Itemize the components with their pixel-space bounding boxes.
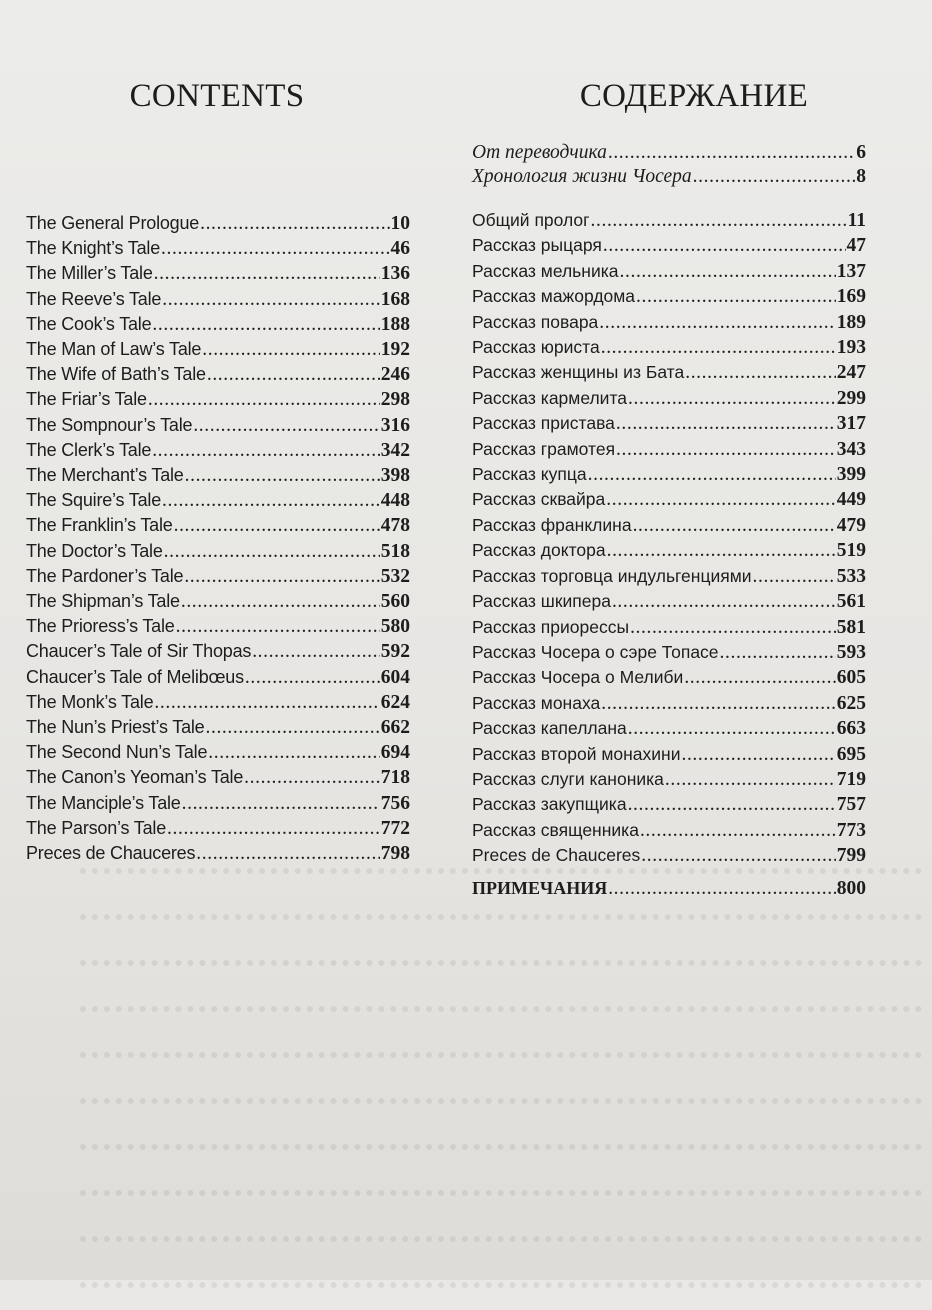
- entry-page: 663: [836, 718, 866, 740]
- leader-dots: [628, 717, 836, 741]
- toc-entry: [472, 665, 866, 690]
- toc-entry: [26, 312, 410, 337]
- entry-title: Рассказ пристава: [472, 413, 615, 434]
- toc-entry: [472, 640, 866, 665]
- toc-entry: [472, 335, 866, 360]
- toc-entry: [26, 564, 410, 589]
- entry-page: 757: [836, 794, 866, 816]
- entry-title: Рассказ доктора: [472, 540, 606, 561]
- leader-dots: [665, 768, 836, 792]
- entry-page: 192: [380, 339, 410, 361]
- toc-entry: [26, 438, 410, 463]
- toc-entry: [26, 841, 410, 866]
- toc-entry: [26, 816, 410, 841]
- entry-title: Рассказ мажордома: [472, 286, 636, 307]
- entry-title: Общий пролог: [472, 210, 590, 230]
- entry-page: 718: [380, 767, 410, 789]
- toc-entry: [472, 538, 866, 563]
- toc-entry: [26, 791, 410, 816]
- entry-page: 247: [836, 362, 866, 384]
- contents-heading: CONTENTS: [129, 78, 305, 114]
- leader-dots: [182, 792, 380, 816]
- leader-dots: [620, 260, 836, 284]
- toc-entry: [26, 765, 410, 790]
- toc-entry: [26, 413, 410, 438]
- toc-entry: [472, 818, 866, 843]
- leader-dots: [641, 844, 835, 868]
- entry-page: 719: [836, 768, 866, 790]
- toc-entry: [26, 463, 410, 488]
- bleed-through-text: [0, 850, 932, 1280]
- entry-title: Рассказ юриста: [472, 337, 600, 358]
- leader-dots: [207, 363, 380, 387]
- entry-title: Preces de Chauceres: [26, 843, 196, 864]
- leader-dots: [753, 565, 836, 589]
- toc-entry: [26, 488, 410, 513]
- entry-title: The Parson’s Tale: [26, 817, 167, 838]
- entry-title: The Man of Law’s Tale: [26, 339, 202, 360]
- toc-entry: [472, 437, 866, 462]
- toc-entry: [472, 310, 866, 335]
- toc-entry: [26, 740, 410, 765]
- entry-page: 800: [836, 878, 866, 899]
- entry-title: ПРИМЕЧАНИЯ: [472, 878, 608, 898]
- toc-entry: [472, 233, 866, 258]
- toc-entry: [472, 716, 866, 741]
- leader-dots: [633, 514, 836, 538]
- toc-entry: [26, 614, 410, 639]
- toc-entry: [26, 539, 410, 564]
- entry-title: The Sompnour’s Tale: [26, 414, 193, 435]
- leader-dots: [167, 817, 380, 841]
- entry-title: Рассказ слуги каноника: [472, 768, 664, 789]
- entry-title: The Clerk’s Tale: [26, 439, 152, 460]
- leader-dots: [244, 766, 380, 790]
- entry-page: 533: [836, 565, 866, 587]
- entry-page: 343: [836, 438, 866, 460]
- entry-page: 316: [380, 414, 410, 436]
- entry-page: 193: [836, 337, 866, 359]
- toc-entry: [472, 767, 866, 792]
- entry-title: Рассказ франклина: [472, 514, 632, 535]
- leader-dots: [588, 463, 836, 487]
- leader-dots: [636, 285, 836, 309]
- entry-title: Рассказ рыцаря: [472, 235, 602, 256]
- entry-page: 519: [836, 540, 866, 562]
- entry-title: The Monk’s Tale: [26, 691, 154, 712]
- leader-dots: [152, 313, 379, 337]
- leader-dots: [185, 464, 380, 488]
- leader-dots: [200, 212, 389, 236]
- toc-entry: [472, 141, 866, 165]
- entry-title: The Knight’s Tale: [26, 238, 161, 259]
- leader-dots: [608, 141, 855, 165]
- entry-page: 342: [380, 439, 410, 461]
- entry-title: Рассказ мельника: [472, 260, 619, 281]
- entry-title: The Wife of Bath’s Tale: [26, 364, 206, 385]
- leader-dots: [606, 488, 835, 512]
- leader-dots: [616, 412, 836, 436]
- notes-entry-list: [472, 876, 866, 901]
- toc-entry: [26, 236, 410, 261]
- entry-page: 449: [836, 489, 866, 511]
- entry-title: Рассказ приорессы: [472, 616, 630, 637]
- toc-entry: [472, 513, 866, 538]
- toc-entry: [26, 362, 410, 387]
- leader-dots: [601, 336, 836, 360]
- entry-title: Рассказ Чосера о сэре Топасе: [472, 641, 719, 662]
- entry-title: The Franklin’s Tale: [26, 515, 173, 536]
- entry-page: 398: [380, 465, 410, 487]
- entry-title: Chaucer’s Tale of Sir Thopas: [26, 641, 252, 662]
- leader-dots: [152, 439, 380, 463]
- entry-page: 6: [856, 142, 866, 163]
- toc-entry: [26, 513, 410, 538]
- front-matter-list: [472, 141, 866, 189]
- entry-title: Рассказ грамотея: [472, 438, 616, 459]
- toc-entry: [26, 211, 410, 236]
- leader-dots: [196, 842, 379, 866]
- entry-title: Рассказ повара: [472, 311, 599, 332]
- entry-title: The Squire’s Tale: [26, 490, 162, 511]
- entry-page: 561: [836, 591, 866, 613]
- leader-dots: [628, 793, 836, 817]
- entry-title: Рассказ кармелита: [472, 387, 628, 408]
- entry-title: The Doctor’s Tale: [26, 540, 163, 561]
- entry-title: Рассказ сквайра: [472, 489, 606, 510]
- entry-title: Preces de Chauceres: [472, 845, 641, 866]
- leader-dots: [161, 237, 389, 261]
- entry-page: 169: [836, 286, 866, 308]
- leader-dots: [148, 388, 380, 412]
- entry-page: 478: [380, 515, 410, 537]
- toc-entry: [26, 715, 410, 740]
- toc-entry: [472, 792, 866, 817]
- entry-title: Рассказ монаха: [472, 692, 601, 713]
- toc-entry: [26, 387, 410, 412]
- entry-title: Chaucer’s Tale of Melibœus: [26, 666, 244, 687]
- entry-title: Рассказ священника: [472, 819, 639, 840]
- entry-page: 137: [836, 260, 866, 282]
- entry-title: Рассказ торговца индульгенциями: [472, 565, 752, 586]
- leader-dots: [208, 741, 379, 765]
- entry-title: The General Prologue: [26, 213, 200, 233]
- entry-title: Рассказ Чосера о Мелиби: [472, 667, 684, 688]
- entry-page: 532: [380, 565, 410, 587]
- entry-title: The Merchant’s Tale: [26, 465, 184, 486]
- leader-dots: [684, 666, 835, 690]
- soderzhanie-list: [472, 208, 866, 869]
- entry-page: 756: [380, 792, 410, 814]
- toc-entry: [472, 487, 866, 512]
- toc-entry: [26, 589, 410, 614]
- entry-page: 189: [836, 311, 866, 333]
- entry-page: 136: [380, 263, 410, 285]
- leader-dots: [176, 615, 380, 639]
- toc-entry: [472, 589, 866, 614]
- entry-title: The Shipman’s Tale: [26, 591, 180, 612]
- entry-page: 299: [836, 387, 866, 409]
- leader-dots: [181, 590, 380, 614]
- entry-page: 46: [390, 238, 410, 260]
- toc-entry: [472, 742, 866, 767]
- leader-dots: [693, 165, 856, 189]
- leader-dots: [164, 540, 380, 564]
- entry-page: 624: [380, 691, 410, 713]
- toc-entry: [472, 691, 866, 716]
- entry-page: 560: [380, 591, 410, 613]
- entry-page: 695: [836, 743, 866, 765]
- entry-page: 625: [836, 692, 866, 714]
- toc-entry: [26, 337, 410, 362]
- entry-title: The Canon’s Yeoman’s Tale: [26, 767, 244, 788]
- leader-dots: [685, 361, 836, 385]
- leader-dots: [184, 565, 379, 589]
- leader-dots: [612, 590, 836, 614]
- entry-page: 479: [836, 514, 866, 536]
- entry-title: Хронология жизни Чосера: [472, 166, 692, 188]
- leader-dots: [245, 666, 380, 690]
- toc-entry: [472, 411, 866, 436]
- leader-dots: [252, 640, 380, 664]
- leader-dots: [630, 616, 836, 640]
- entry-page: 448: [380, 490, 410, 512]
- leader-dots: [720, 641, 836, 665]
- entry-page: 592: [380, 641, 410, 663]
- entry-page: 317: [836, 413, 866, 435]
- toc-entry: [26, 261, 410, 286]
- entry-page: 581: [836, 616, 866, 638]
- toc-entry: [472, 208, 866, 233]
- toc-entry: [26, 690, 410, 715]
- toc-entry: [472, 386, 866, 411]
- soderzhanie-heading: СОДЕРЖАНИЕ: [579, 78, 809, 114]
- entry-title: Рассказ женщины из Бата: [472, 362, 685, 383]
- entry-page: 773: [836, 819, 866, 841]
- toc-entry: [472, 564, 866, 589]
- entry-page: 8: [856, 166, 866, 188]
- entry-title: Рассказ второй монахини: [472, 743, 681, 764]
- entry-page: 168: [380, 288, 410, 310]
- entry-page: 518: [380, 540, 410, 562]
- leader-dots: [193, 414, 379, 438]
- entry-page: 246: [380, 364, 410, 386]
- leader-dots: [154, 691, 379, 715]
- entry-title: The Miller’s Tale: [26, 263, 153, 284]
- entry-title: The Cook’s Tale: [26, 313, 152, 334]
- entry-page: 399: [836, 464, 866, 486]
- entry-title: Рассказ капеллана: [472, 718, 627, 739]
- leader-dots: [174, 514, 380, 538]
- entry-title: The Friar’s Tale: [26, 389, 147, 410]
- entry-page: 662: [380, 717, 410, 739]
- leader-dots: [162, 489, 380, 513]
- toc-entry: [26, 665, 410, 690]
- leader-dots: [628, 387, 836, 411]
- entry-title: The Pardoner’s Tale: [26, 565, 184, 586]
- entry-title: The Manciple’s Tale: [26, 792, 181, 813]
- entry-title: От переводчика: [472, 142, 607, 163]
- entry-page: 10: [390, 213, 410, 234]
- entry-page: 605: [836, 667, 866, 689]
- entry-page: 47: [846, 235, 866, 257]
- toc-entry: [472, 462, 866, 487]
- leader-dots: [206, 716, 380, 740]
- entry-page: 799: [836, 845, 866, 867]
- entry-page: 580: [380, 616, 410, 638]
- leader-dots: [591, 209, 847, 233]
- entry-page: 188: [380, 313, 410, 335]
- entry-title: The Reeve’s Tale: [26, 288, 162, 309]
- entry-title: The Prioress’s Tale: [26, 616, 175, 637]
- leader-dots: [202, 338, 380, 362]
- entry-title: The Second Nun’s Tale: [26, 742, 208, 763]
- entry-page: 593: [836, 641, 866, 663]
- leader-dots: [681, 743, 835, 767]
- entry-page: 298: [380, 389, 410, 411]
- contents-list: [26, 211, 410, 866]
- toc-entry: [472, 360, 866, 385]
- entry-title: Рассказ закупщика: [472, 794, 627, 815]
- leader-dots: [616, 438, 836, 462]
- leader-dots: [154, 262, 380, 286]
- entry-page: 11: [847, 210, 866, 231]
- leader-dots: [603, 234, 846, 258]
- entry-title: The Nun’s Priest’s Tale: [26, 717, 205, 738]
- leader-dots: [601, 692, 836, 716]
- leader-dots: [640, 819, 836, 843]
- entry-title: Рассказ шкипера: [472, 591, 611, 612]
- entry-title: Рассказ купца: [472, 464, 587, 485]
- toc-entry: [472, 843, 866, 868]
- leader-dots: [607, 539, 836, 563]
- toc-entry: [472, 615, 866, 640]
- leader-dots: [599, 311, 835, 335]
- leader-dots: [162, 288, 380, 312]
- entry-page: 604: [380, 666, 410, 688]
- entry-page: 694: [380, 742, 410, 764]
- entry-page: 798: [380, 843, 410, 865]
- toc-entry: [472, 165, 866, 189]
- toc-entry: [26, 639, 410, 664]
- toc-entry: [26, 287, 410, 312]
- notes-entry: [472, 876, 866, 901]
- toc-entry: [472, 284, 866, 309]
- entry-page: 772: [380, 817, 410, 839]
- leader-dots: [608, 877, 836, 901]
- toc-entry: [472, 259, 866, 284]
